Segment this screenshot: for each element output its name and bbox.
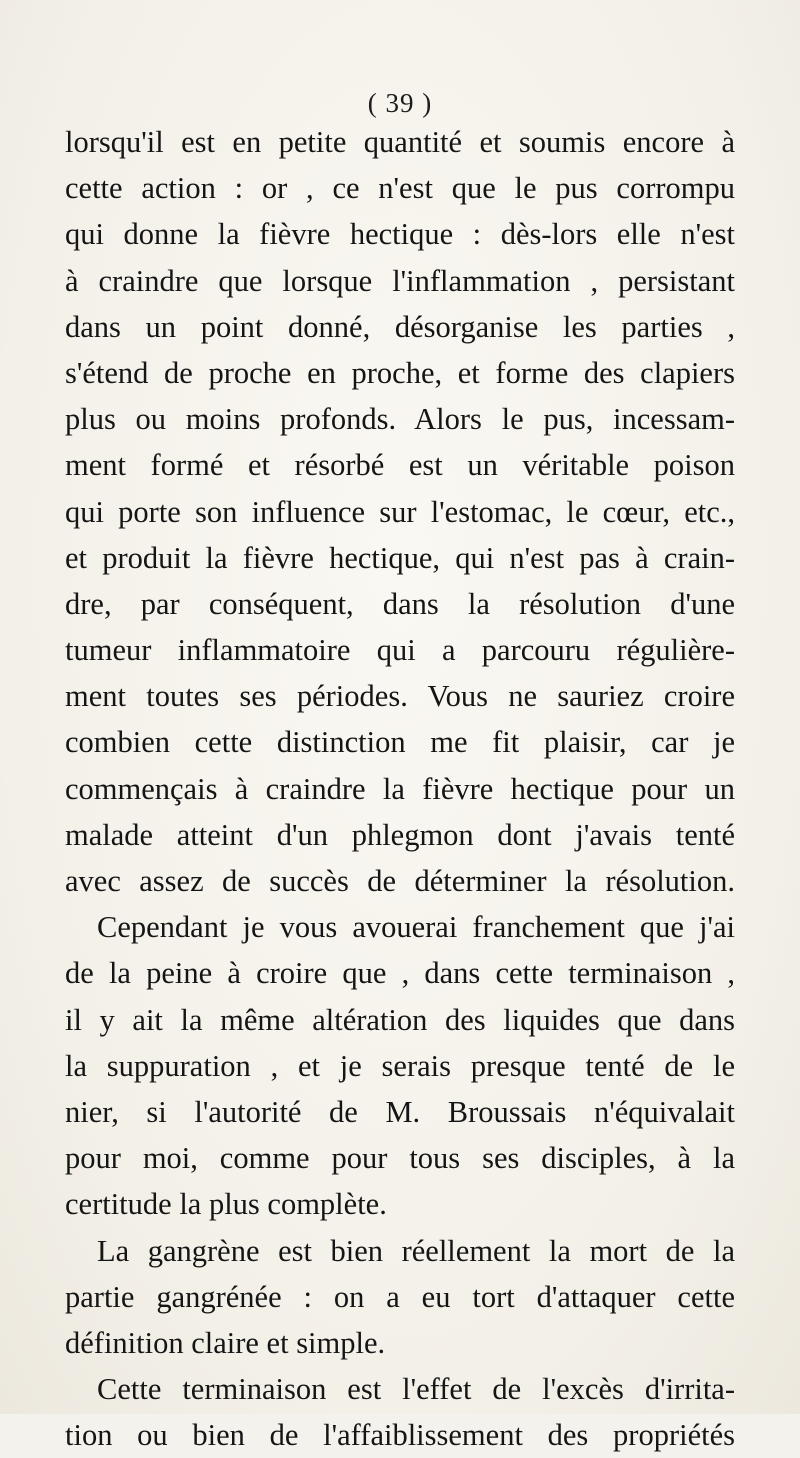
text-line: ment toutes ses périodes. Vous ne sauriez croire <box>65 679 735 714</box>
text-line: ment formé et résorbé est un véritable poison <box>65 448 735 483</box>
page-number: ( 39 ) <box>367 88 433 118</box>
text-line: s'étend de proche en proche, et forme des clapiers <box>65 355 735 390</box>
text-line: commençais à craindre la fièvre hectique pour un <box>65 771 735 806</box>
body-text <box>65 119 735 1458</box>
text-line: la suppuration , et je serais presque tenté de le <box>65 1048 735 1083</box>
text-line: combien cette distinction me fit plaisir, car je <box>65 725 735 760</box>
text-line: cette action : or , ce n'est que le pus corrompu <box>65 171 735 206</box>
text-line: pour moi, comme pour tous ses disciples, à la <box>65 1141 735 1176</box>
paragraph-end-line: certitude la plus complète. <box>65 1187 387 1222</box>
text-line: dans un point donné, désorganise les parties , <box>65 309 735 344</box>
text-line: avec assez de succès de déterminer la résolution. <box>65 864 735 898</box>
text-line: qui porte son influence sur l'estomac, le cœur, etc., <box>65 494 735 529</box>
text-line: tumeur inflammatoire qui a parcouru régulière- <box>65 633 735 668</box>
paragraph-start-line: Cette terminaison est l'effet de l'excès d'irrita- <box>97 1372 735 1407</box>
text-line: dre, par conséquent, dans la résolution d'une <box>65 586 735 621</box>
text-line: nier, si l'autorité de M. Broussais n'équivalait <box>65 1094 735 1129</box>
text-line: il y ait la même altération des liquides que dans <box>65 1002 735 1037</box>
paragraph-end-line: définition claire et simple. <box>65 1325 386 1360</box>
text-line: plus ou moins profonds. Alors le pus, incessam- <box>65 402 735 437</box>
paragraph-start-line: Cependant je vous avouerai franchement que j'ai <box>97 910 735 945</box>
text-line: lorsqu'il est en petite quantité et soumis encore à <box>65 125 735 159</box>
paragraph-start-line: La gangrène est bien réellement la mort de la <box>97 1233 735 1268</box>
text-line: partie gangrénée : on a eu tort d'attaquer cette <box>65 1279 735 1314</box>
text-line: qui donne la fièvre hectique : dès-lors elle n'est <box>65 217 735 252</box>
text-line: tion ou bien de l'affaiblissement des propriétés <box>65 1418 735 1453</box>
text-line: de la peine à croire que , dans cette terminaison , <box>65 956 735 991</box>
text-line: à craindre que lorsque l'inflammation , persistant <box>65 263 735 298</box>
text-line: et produit la fièvre hectique, qui n'est pas à crain- <box>65 540 735 575</box>
text-line: malade atteint d'un phlegmon dont j'avais tenté <box>65 817 735 852</box>
